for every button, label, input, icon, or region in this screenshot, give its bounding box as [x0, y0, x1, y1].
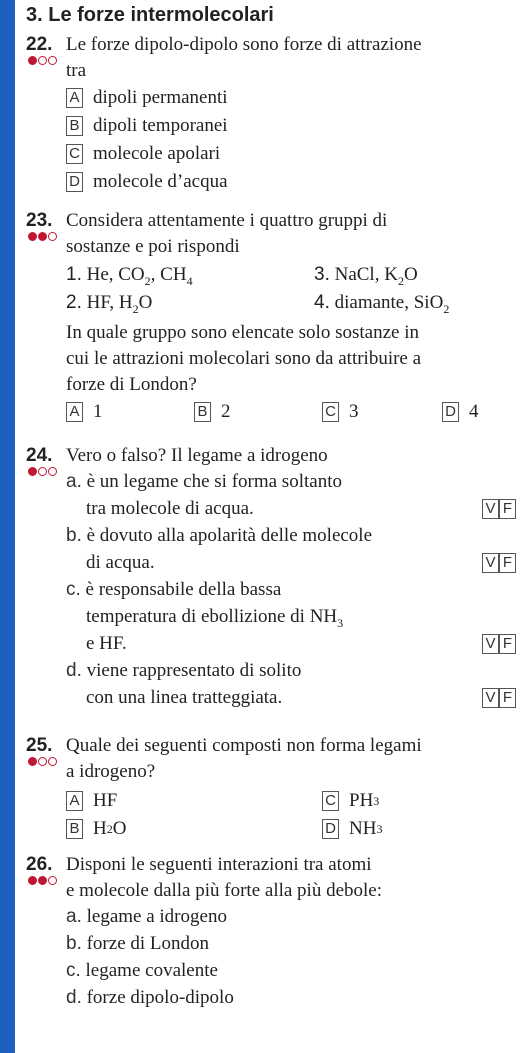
statement-b: b. è dovuto alla apolarità delle molecole — [66, 525, 373, 546]
difficulty-dot-empty — [38, 56, 47, 65]
question-26 — [26, 852, 518, 1012]
difficulty-dot-filled — [38, 876, 47, 885]
question-text: In quale gruppo sono elencate solo sostanze in — [66, 322, 419, 343]
question-text: cui le attrazioni molecolari sono da attribuire a — [66, 348, 422, 369]
difficulty-dot-filled — [28, 232, 37, 241]
difficulty-dot-filled — [38, 232, 47, 241]
difficulty-dot-empty — [48, 876, 57, 885]
true-checkbox[interactable]: V — [482, 688, 499, 708]
group-4: 4. diamante, SiO$_2$ — [314, 292, 450, 316]
option-d[interactable]: D molecole d’acqua — [66, 168, 518, 196]
difficulty-dot-filled — [28, 757, 37, 766]
question-text: Vero o falso? Il legame a idrogeno — [66, 445, 328, 466]
difficulty-dot-empty — [48, 757, 57, 766]
option-b[interactable]: B dipoli temporanei — [66, 112, 518, 140]
difficulty-dot-empty — [48, 467, 57, 476]
difficulty-dot-empty — [48, 56, 57, 65]
question-22 — [26, 32, 518, 196]
true-checkbox[interactable]: V — [482, 499, 499, 519]
option-a[interactable]: A 1 — [66, 398, 103, 426]
question-text: sostanze e poi rispondi — [66, 236, 240, 257]
group-2: 2. HF, $H_2O$ — [66, 292, 153, 316]
question-23 — [26, 208, 518, 428]
statement-a: a. è un legame che si forma soltanto — [66, 471, 342, 492]
question-text: e molecole dalla più forte alla più debole: — [66, 880, 383, 901]
group-3: 3. NaCl, $K_2O$ — [314, 264, 418, 288]
question-number: 26. — [26, 854, 53, 875]
question-25 — [26, 733, 518, 845]
list-item: a. legame a idrogeno — [66, 906, 227, 927]
option-b[interactable]: B H 2 O — [66, 815, 126, 843]
question-number: 22. — [26, 34, 53, 55]
true-checkbox[interactable]: V — [482, 634, 499, 654]
option-b[interactable]: B 2 — [194, 398, 231, 426]
true-checkbox[interactable]: V — [482, 553, 499, 573]
difficulty-dots — [28, 876, 57, 885]
option-c[interactable]: C molecole apolari — [66, 140, 518, 168]
difficulty-dot-filled — [28, 876, 37, 885]
list-item: c. legame covalente — [66, 960, 218, 981]
difficulty-dots — [28, 56, 57, 65]
answer-options — [66, 398, 518, 428]
question-24: 24. Vero o falso? Il legame a idrogeno a. è un legame che si forma soltanto tra molecole di acqua. V F b. è dovuto alla apolarità delle molecole di acqua. V F c. è responsabile della bassa temperatura di ebollizione di $NH_3$ e HF. V F d. viene rappresentato di solito con una linea tratteggiata. V F — [26, 443, 518, 712]
difficulty-dot-empty — [38, 467, 47, 476]
list-item: b. forze di London — [66, 933, 210, 954]
difficulty-dots — [28, 232, 57, 241]
question-number: 24. — [26, 445, 53, 466]
statement-c: c. è responsabile della bassa — [66, 579, 282, 600]
option-a[interactable]: A dipoli permanenti — [66, 84, 518, 112]
group-1: 1. He, $CO_2$, $CH_4$ — [66, 264, 193, 288]
difficulty-dot-empty — [48, 232, 57, 241]
question-text: Considera attentamente i quattro gruppi di — [66, 210, 388, 231]
false-checkbox[interactable]: F — [499, 688, 516, 708]
question-text: a idrogeno? — [66, 761, 156, 782]
option-c[interactable]: C PH 3 — [322, 787, 379, 815]
difficulty-dots — [28, 757, 57, 766]
question-text: tra — [66, 60, 87, 81]
question-number: 25. — [26, 735, 53, 756]
difficulty-dot-empty — [38, 757, 47, 766]
answer-options — [66, 785, 518, 845]
question-text: Le forze dipolo-dipolo sono forze di attrazione — [66, 34, 422, 55]
false-checkbox[interactable]: F — [499, 634, 516, 654]
option-a[interactable]: A HF — [66, 787, 117, 815]
difficulty-dots — [28, 467, 57, 476]
list-item: d. forze dipolo-dipolo — [66, 987, 234, 1008]
left-accent-bar — [0, 0, 15, 1053]
false-checkbox[interactable]: F — [499, 553, 516, 573]
difficulty-dot-filled — [28, 467, 37, 476]
section-title: 3. Le forze intermolecolari — [26, 4, 274, 26]
question-text: Quale dei seguenti composti non forma legami — [66, 735, 422, 756]
option-d[interactable]: D 4 — [442, 398, 479, 426]
option-c[interactable]: C 3 — [322, 398, 359, 426]
difficulty-dot-filled — [28, 56, 37, 65]
option-d[interactable]: D NH 3 — [322, 815, 382, 843]
question-number: 23. — [26, 210, 53, 231]
question-text: Disponi le seguenti interazioni tra atomi — [66, 854, 372, 875]
substance-groups — [66, 260, 518, 320]
false-checkbox[interactable]: F — [499, 499, 516, 519]
statement-d: d. viene rappresentato di solito — [66, 660, 302, 681]
question-text: forze di London? — [66, 374, 197, 395]
